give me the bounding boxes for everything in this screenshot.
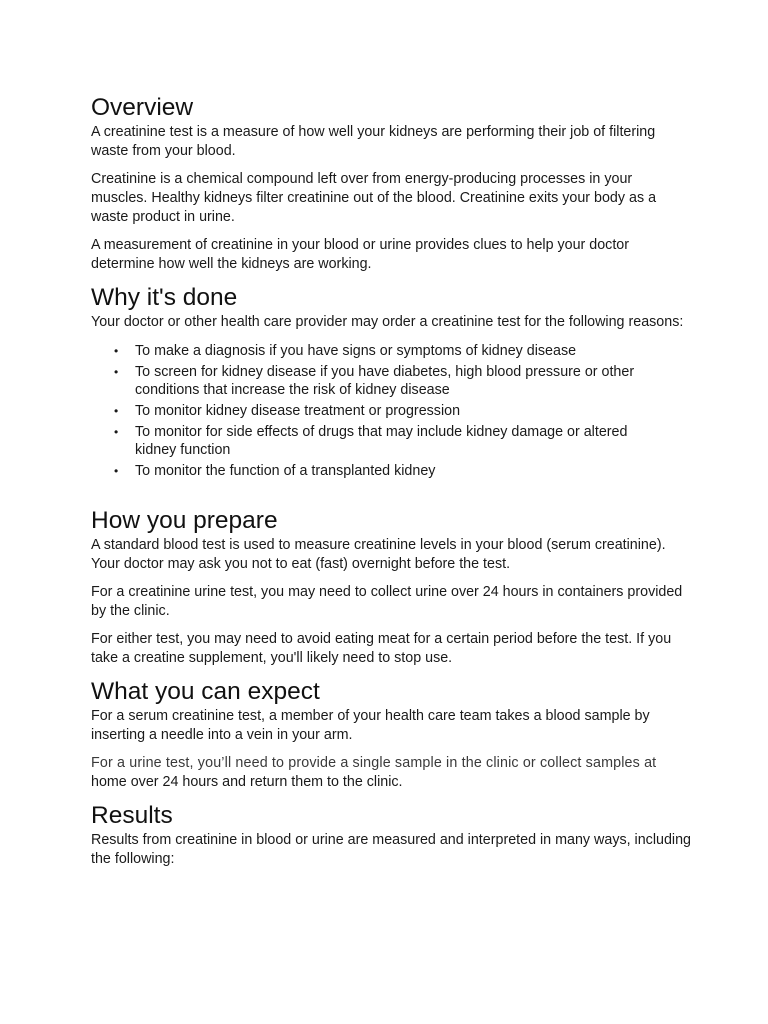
list-item-text: To monitor the function of a transplanted kidney bbox=[135, 463, 436, 479]
section-results bbox=[91, 801, 691, 869]
expect-paragraph-2-end: home over 24 hours and return them to the clinic. bbox=[91, 774, 403, 790]
bullet-icon: • bbox=[114, 425, 119, 439]
reasons-list bbox=[91, 342, 691, 480]
bullet-icon: • bbox=[114, 365, 119, 379]
expect-paragraph-2 bbox=[91, 754, 691, 792]
why-intro-paragraph: Your doctor or other health care provider may order a creatinine test for the following reasons: bbox=[91, 314, 684, 330]
heading-overview: Overview bbox=[91, 94, 194, 121]
list-item-text: To make a diagnosis if you have signs or symptoms of kidney disease bbox=[135, 343, 577, 359]
list-item bbox=[114, 423, 691, 459]
overview-paragraph-2: Creatinine is a chemical compound left over from energy-producing processes in your muscles. Healthy kidneys filter creatinine out of the blood. Creatinine exits your body as a waste product in urine. bbox=[91, 171, 657, 225]
results-paragraph: Results from creatinine in blood or urine are measured and interpreted in many ways, including the following: bbox=[91, 832, 691, 867]
bullet-icon: • bbox=[114, 404, 119, 418]
section-why-its-done bbox=[91, 283, 691, 480]
overview-paragraph-1: A creatinine test is a measure of how well your kidneys are performing their job of filtering waste from your blood. bbox=[91, 124, 656, 159]
bullet-icon: • bbox=[114, 464, 119, 478]
heading-why-its-done: Why it's done bbox=[91, 284, 238, 311]
heading-what-you-can-expect: What you can expect bbox=[91, 678, 320, 705]
list-item-text: To monitor kidney disease treatment or progression bbox=[135, 403, 461, 419]
list-item bbox=[114, 342, 691, 360]
prepare-paragraph-1: A standard blood test is used to measure creatinine levels in your blood (serum creatinine). Your doctor may ask you not to eat (fast) overnight before the test. bbox=[91, 537, 666, 572]
document-page bbox=[91, 93, 691, 878]
heading-results: Results bbox=[91, 802, 173, 829]
prepare-paragraph-2: For a creatinine urine test, you may need to collect urine over 24 hours in containers provided by the clinic. bbox=[91, 584, 683, 619]
list-item bbox=[114, 462, 691, 480]
bullet-icon: • bbox=[114, 344, 119, 358]
list-item-text: To monitor for side effects of drugs that may include kidney damage or altered kidney function bbox=[135, 424, 628, 458]
prepare-paragraph-3: For either test, you may need to avoid eating meat for a certain period before the test. If you take a creatine supplement, you'll likely need to stop use. bbox=[91, 631, 672, 666]
heading-how-you-prepare: How you prepare bbox=[91, 507, 278, 534]
list-item bbox=[114, 363, 691, 399]
section-overview bbox=[91, 93, 691, 274]
expect-paragraph-1: For a serum creatinine test, a member of your health care team takes a blood sample by inserting a needle into a vein in your arm. bbox=[91, 708, 650, 743]
list-item-text: To screen for kidney disease if you have diabetes, high blood pressure or other conditions that increase the risk of kidney disease bbox=[135, 364, 635, 398]
list-item bbox=[114, 402, 691, 420]
section-how-you-prepare bbox=[91, 506, 691, 668]
expect-paragraph-2-start: For a urine test, you’ll need to provide a single sample in the clinic or collect samples at bbox=[91, 755, 657, 771]
overview-paragraph-3: A measurement of creatinine in your blood or urine provides clues to help your doctor determine how well the kidneys are working. bbox=[91, 237, 630, 272]
section-what-you-can-expect bbox=[91, 677, 691, 792]
